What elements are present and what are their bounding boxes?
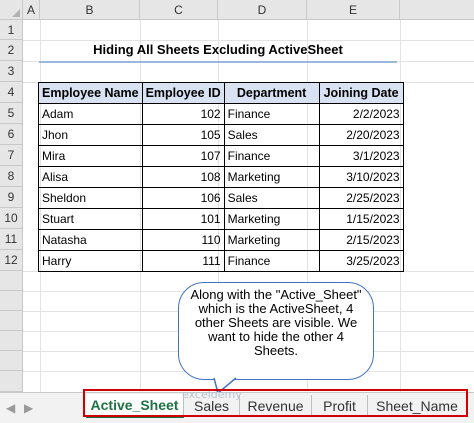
table-cell[interactable]: Natasha — [39, 230, 143, 251]
table-row — [39, 146, 404, 167]
table-cell[interactable]: Sheldon — [39, 188, 143, 209]
table-header-cell[interactable]: Joining Date — [319, 83, 403, 104]
table-cell[interactable]: Finance — [224, 146, 319, 167]
table-cell[interactable]: 3/25/2023 — [319, 251, 403, 272]
table-header-cell[interactable]: Employee ID — [142, 83, 224, 104]
row-header-11[interactable]: 11 — [0, 229, 23, 250]
column-header-a[interactable]: A — [23, 0, 40, 20]
column-header-d[interactable]: D — [218, 0, 307, 20]
tab-revenue[interactable]: Revenue — [240, 395, 312, 417]
column-header-f[interactable] — [400, 0, 474, 20]
table-row — [39, 104, 404, 125]
column-header-c[interactable]: C — [140, 0, 218, 20]
table-cell[interactable]: 2/25/2023 — [319, 188, 403, 209]
table-header-cell[interactable]: Employee Name — [39, 83, 143, 104]
row-header-17[interactable] — [0, 351, 23, 371]
table-cell[interactable]: Alisa — [39, 167, 143, 188]
table-row — [39, 167, 404, 188]
next-sheet-icon[interactable]: ▶ — [24, 401, 34, 415]
table-cell[interactable]: Sales — [224, 188, 319, 209]
row-header-6[interactable]: 6 — [0, 124, 23, 145]
table-row — [39, 188, 404, 209]
table-cell[interactable]: Marketing — [224, 209, 319, 230]
table-cell[interactable]: 110 — [142, 230, 224, 251]
row-header-7[interactable]: 7 — [0, 145, 23, 166]
table-cell[interactable]: 2/15/2023 — [319, 230, 403, 251]
table-cell[interactable]: Mira — [39, 146, 143, 167]
row-header-1[interactable]: 1 — [0, 20, 23, 40]
table-cell[interactable]: Sales — [224, 125, 319, 146]
row-header-9[interactable]: 9 — [0, 187, 23, 208]
table-cell[interactable]: 106 — [142, 188, 224, 209]
watermark-logo: exceldemy — [182, 388, 242, 401]
table-cell[interactable]: Adam — [39, 104, 143, 125]
sheet-title[interactable]: Hiding All Sheets Excluding ActiveSheet — [93, 42, 343, 57]
table-cell[interactable]: 3/10/2023 — [319, 167, 403, 188]
row-header-12[interactable]: 12 — [0, 250, 23, 271]
row-header-14[interactable] — [0, 291, 23, 311]
tab-sheet-name[interactable]: Sheet_Name — [376, 398, 458, 414]
select-all-triangle-icon — [12, 9, 20, 17]
employee-table[interactable] — [38, 82, 404, 272]
table-cell[interactable]: Marketing — [224, 230, 319, 251]
row-header-10[interactable]: 10 — [0, 208, 23, 229]
column-header-e[interactable]: E — [307, 0, 400, 20]
table-cell[interactable]: Harry — [39, 251, 143, 272]
table-cell[interactable]: 111 — [142, 251, 224, 272]
table-cell[interactable]: 2/20/2023 — [319, 125, 403, 146]
row-header-18[interactable] — [0, 371, 23, 392]
table-cell[interactable]: Marketing — [224, 167, 319, 188]
row-header-8[interactable]: 8 — [0, 166, 23, 187]
row-header-3[interactable]: 3 — [0, 61, 23, 82]
table-cell[interactable]: Jhon — [39, 125, 143, 146]
callout-bubble: Along with the "Active_Sheet" which is the ActiveSheet, 4 other Sheets are visible. We want to hide the other 4 Sheets. — [178, 282, 374, 380]
row-header-16[interactable] — [0, 331, 23, 351]
table-cell[interactable]: 2/2/2023 — [319, 104, 403, 125]
row-header-13[interactable] — [0, 271, 23, 291]
table-cell[interactable]: 105 — [142, 125, 224, 146]
gridline — [23, 40, 474, 41]
table-row — [39, 125, 404, 146]
row-header-4[interactable]: 4 — [0, 82, 23, 103]
table-header-cell[interactable]: Department — [224, 83, 319, 104]
table-cell[interactable]: 107 — [142, 146, 224, 167]
tab-sales[interactable]: Sales — [184, 395, 240, 417]
table-cell[interactable]: Finance — [224, 251, 319, 272]
title-underline — [39, 61, 397, 63]
row-header-15[interactable] — [0, 311, 23, 331]
table-cell[interactable]: Stuart — [39, 209, 143, 230]
table-row — [39, 251, 404, 272]
row-header-5[interactable]: 5 — [0, 103, 23, 124]
table-cell[interactable]: Finance — [224, 104, 319, 125]
table-header-row — [39, 83, 404, 104]
tab-profit[interactable]: Profit — [312, 395, 368, 417]
tab-active-sheet[interactable]: Active_Sheet — [86, 394, 184, 418]
previous-sheet-icon[interactable]: ◀ — [6, 401, 16, 415]
table-cell[interactable]: 108 — [142, 167, 224, 188]
table-row — [39, 209, 404, 230]
table-cell[interactable]: 3/1/2023 — [319, 146, 403, 167]
table-cell[interactable]: 101 — [142, 209, 224, 230]
table-cell[interactable]: 102 — [142, 104, 224, 125]
table-row — [39, 230, 404, 251]
select-all-corner[interactable] — [0, 0, 23, 20]
row-header-2[interactable]: 2 — [0, 40, 23, 61]
table-cell[interactable]: 1/15/2023 — [319, 209, 403, 230]
column-header-b[interactable]: B — [40, 0, 140, 20]
